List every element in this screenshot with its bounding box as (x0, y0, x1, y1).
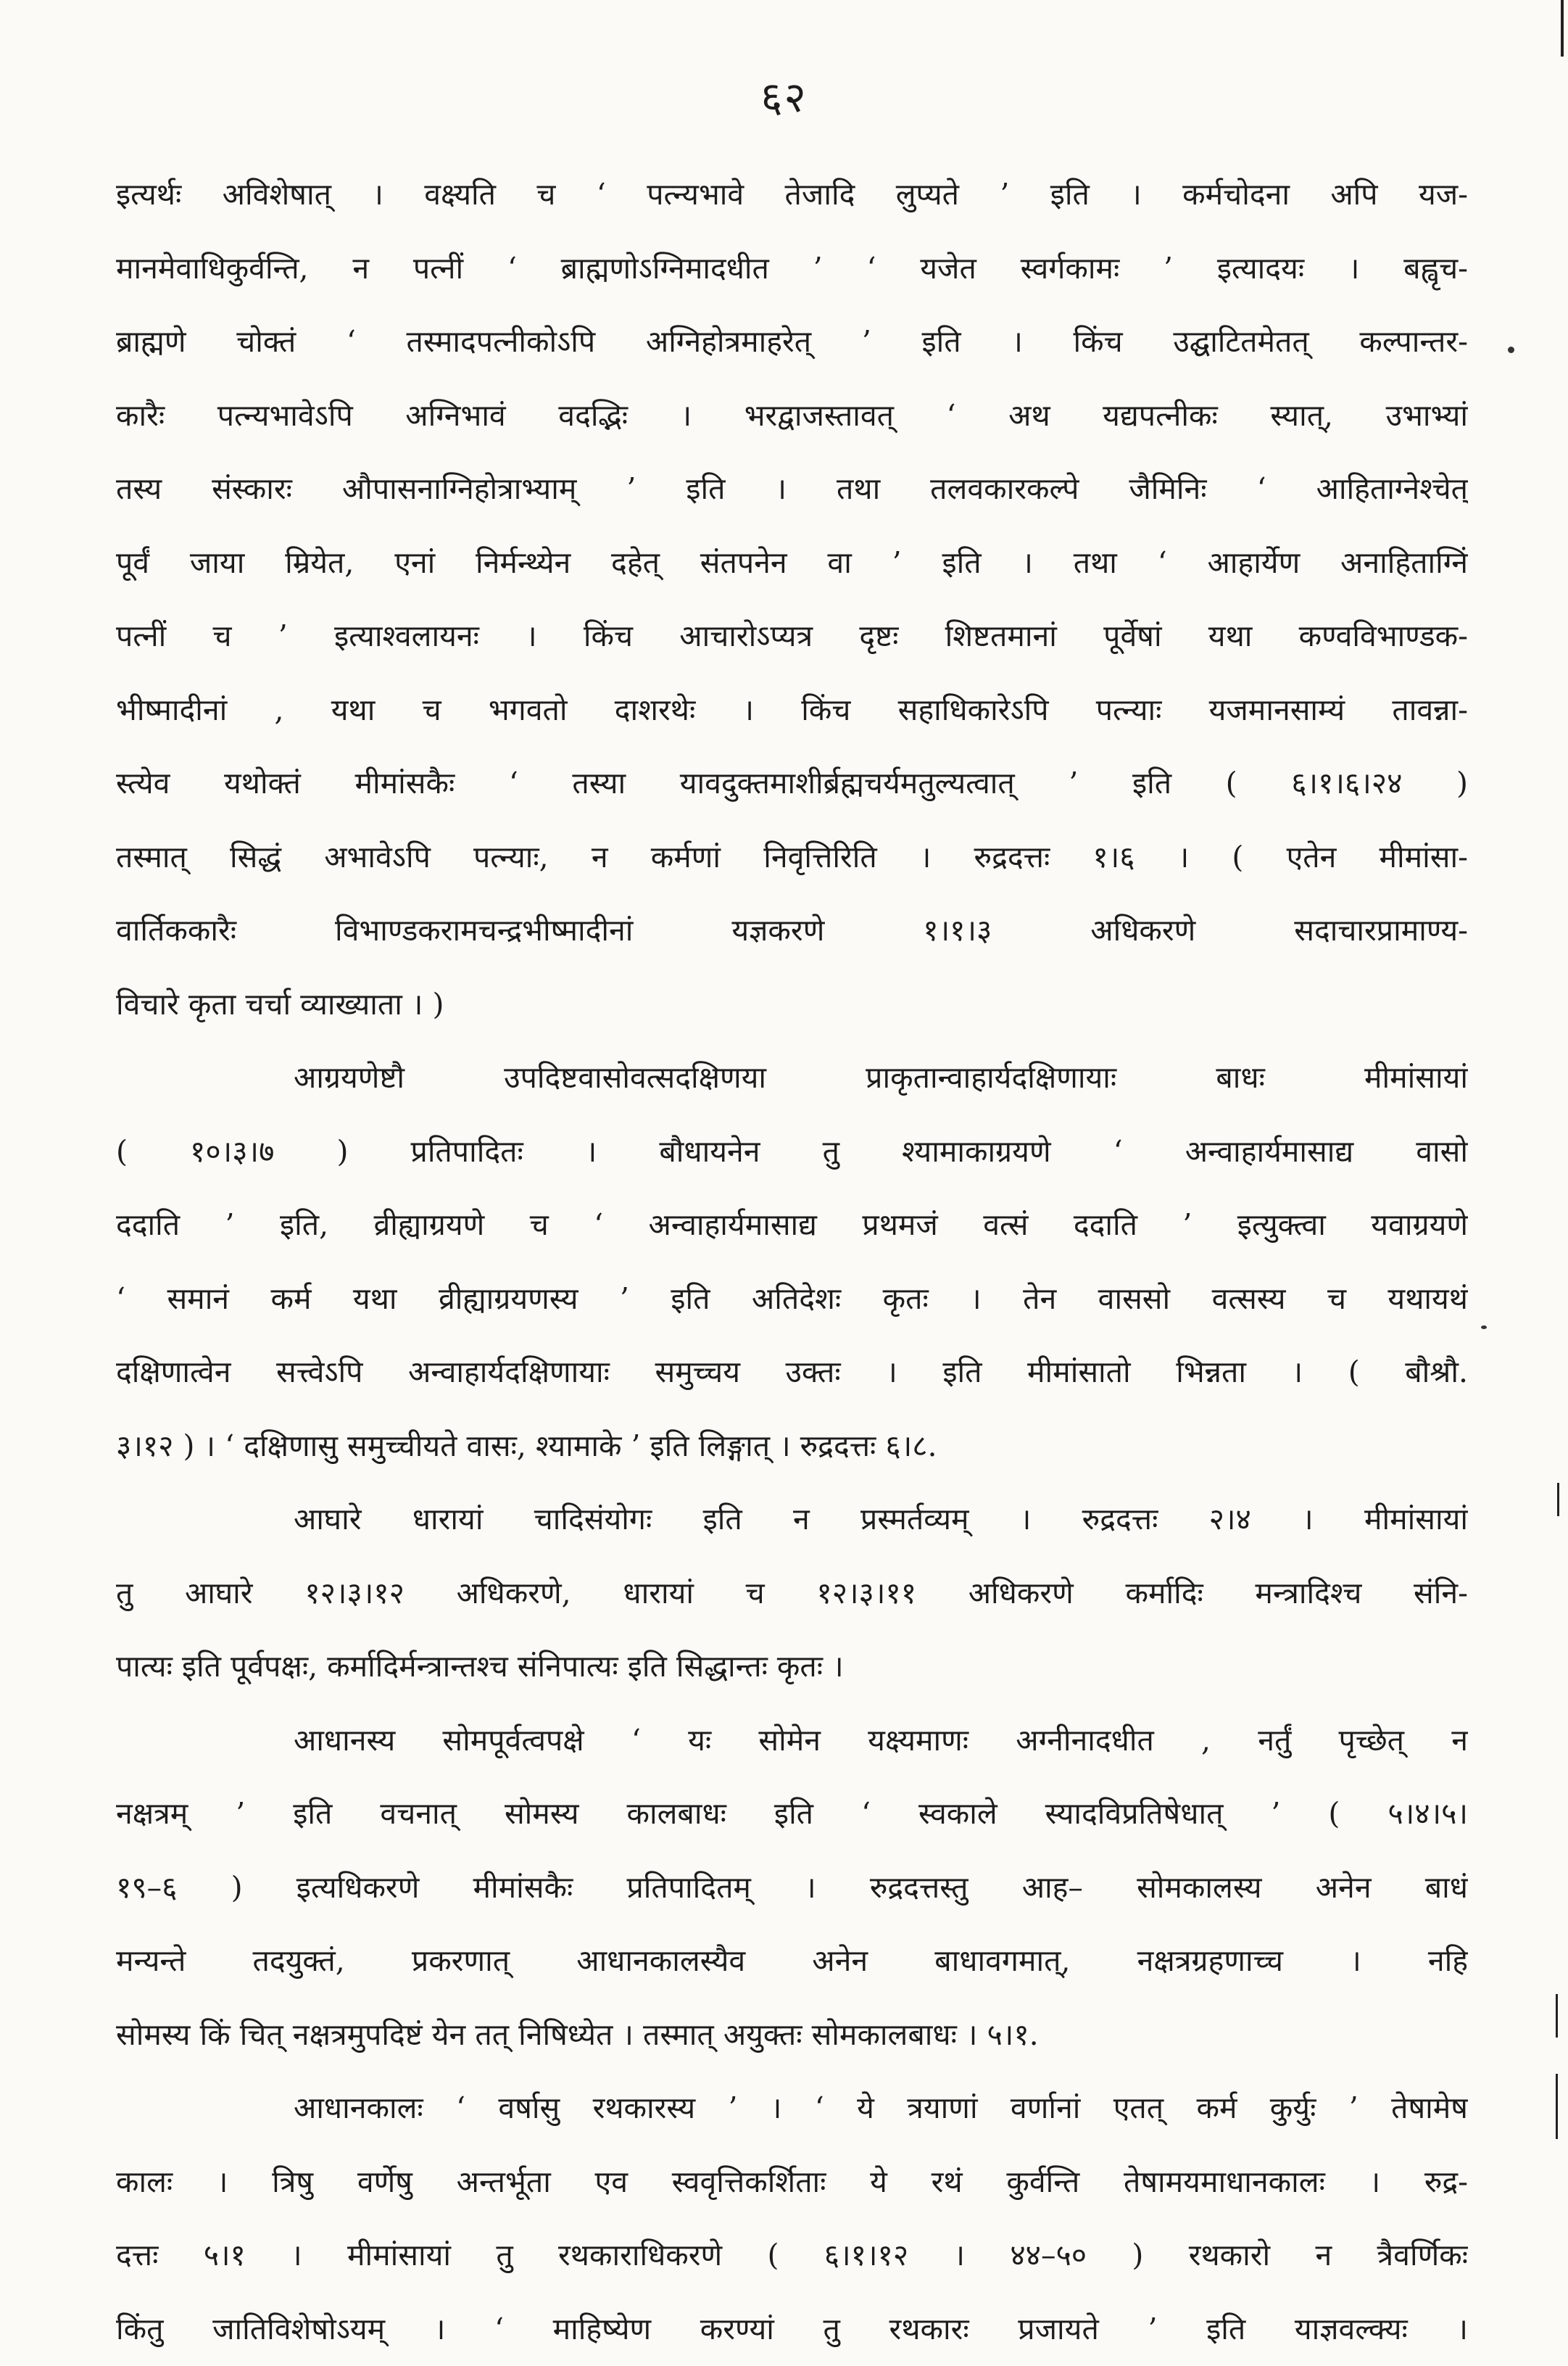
scan-speck (1508, 347, 1514, 353)
text-line: कारैः पत्न्यभावेऽपि अग्निभावं वदद्भिः । भरद्वाजस्तावत् ‘ अथ यद्यपत्नीकः स्यात्, उभाभ्यां (116, 379, 1468, 453)
paragraph-end-line: पात्यः इति पूर्वपक्षः, कर्मादिर्मन्त्रान्तश्च संनिपात्यः इति सिद्धान्तः कृतः । (116, 1630, 1468, 1704)
text-line: तस्य संस्कारः औपासनाग्निहोत्राभ्याम् ’ इति । तथा तलवकारकल्पे जैमिनिः ‘ आहिताग्नेश्चेत् (116, 452, 1468, 526)
paragraph-end-line: सोमस्य किं चित् नक्षत्रमुपदिष्टं येन तत् निषिध्येत । तस्मात् अयुक्तः सोमकालबाधः । ५।१. (116, 1998, 1468, 2072)
text-line: मन्यन्ते तदयुक्तं, प्रकरणात् आधानकालस्यैव अनेन बाधावगमात्, नक्षत्रग्रहणाच्च । नहि (116, 1924, 1468, 1998)
scan-edge-mark (1557, 1483, 1559, 1516)
paragraph-first-line: आग्रयणेष्टौ उपदिष्टवासोवत्सदक्षिणया प्राकृतान्वाहार्यदक्षिणायाः बाधः मीमांसायां (116, 1041, 1468, 1115)
paragraph-first-line: आधानकालः ‘ वर्षासु रथकारस्य ’ । ‘ ये त्रयाणां वर्णानां एतत् कर्म कुर्युः ’ तेषामेष (116, 2072, 1468, 2146)
paragraph-first-line: आघारे धारायां चादिसंयोगः इति न प्रस्मर्तव्यम् । रुद्रदत्तः २।४ । मीमांसायां (116, 1483, 1468, 1557)
paragraph-end-line: ३।१२ ) । ‘ दक्षिणासु समुच्चीयते वासः, श्यामाके ’ इति लिङ्गात् । रुद्रदत्तः ६।८. (116, 1410, 1468, 1484)
text-line: तु आघारे १२।३।१२ अधिकरणे, धारायां च १२।३।११ अधिकरणे कर्मादिः मन्त्रादिश्च संनि- (116, 1557, 1468, 1631)
text-line: इत्यर्थः अविशेषात् । वक्ष्यति च ‘ पत्न्यभावे तेजादि लुप्यते ’ इति । कर्मचोदना अपि यज- (116, 158, 1468, 232)
paragraph-first-line: आधानस्य सोमपूर्वत्वपक्षे ‘ यः सोमेन यक्ष्यमाणः अग्नीनादधीत , नर्तुं पृच्छेत् न (116, 1704, 1468, 1778)
page-number: ६२ (0, 67, 1568, 124)
text-line: ददाति ’ इति, व्रीह्याग्रयणे च ‘ अन्वाहार्यमासाद्य प्रथमजं वत्सं ददाति ’ इत्युक्त्वा यवाग्रयणे (116, 1188, 1468, 1262)
text-line: ‘ समानं कर्म यथा व्रीह्याग्रयणस्य ’ इति अतिदेशः कृतः । तेन वाससो वत्सस्य च यथायथं (116, 1262, 1468, 1336)
body-text (116, 158, 1468, 2366)
text-line: पूर्वं जाया म्रियेत, एनां निर्मन्थ्येन दहेत् संतपनेन वा ’ इति । तथा ‘ आहार्येण अनाहिताग्निं (116, 526, 1468, 600)
text-line: नक्षत्रम् ’ इति वचनात् सोमस्य कालबाधः इति ‘ स्वकाले स्यादविप्रतिषेधात् ’ ( ५।४।५। (116, 1777, 1468, 1851)
text-line: मानमेवाधिकुर्वन्ति, न पत्नीं ‘ ब्राह्मणोऽग्निमादधीत ’ ‘ यजेत स्वर्गकामः ’ इत्यादयः । बह्वृच- (116, 232, 1468, 306)
paragraph-end-line: विचारे कृता चर्चा व्याख्याता । ) (116, 968, 1468, 1042)
text-line: पत्नीं च ’ इत्याश्वलायनः । किंच आचारोऽप्यत्र दृष्टः शिष्टतमानां पूर्वेषां यथा कण्वविभाण्डक- (116, 600, 1468, 674)
text-line: किंतु जातिविशेषोऽयम् । ‘ माहिष्येण करण्यां तु रथकारः प्रजायते ’ इति याज्ञवल्क्यः । (116, 2293, 1468, 2366)
scan-edge-mark (1561, 0, 1564, 57)
text-line: स्त्येव यथोक्तं मीमांसकैः ‘ तस्या यावदुक्तमाशीर्ब्रह्मचर्यमतुल्यत्वात् ’ इति ( ६।१।६।२४ ) (116, 747, 1468, 821)
text-line: दक्षिणात्वेन सत्त्वेऽपि अन्वाहार्यदक्षिणायाः समुच्चय उक्तः । इति मीमांसातो भिन्नता । ( बौश्रौ. (116, 1336, 1468, 1410)
text-line: तस्मात् सिद्धं अभावेऽपि पत्न्याः, न कर्मणां निवृत्तिरिति । रुद्रदत्तः १।६ । ( एतेन मीमांसा- (116, 821, 1468, 895)
text-line: दत्तः ५।१ । मीमांसायां तु रथकाराधिकरणे ( ६।१।१२ । ४४–५० ) रथकारो न त्रैवर्णिकः (116, 2219, 1468, 2293)
text-line: भीष्मादीनां , यथा च भगवतो दाशरथेः । किंच सहाधिकारेऽपि पत्न्याः यजमानसाम्यं तावन्ना- (116, 674, 1468, 748)
text-line: १९–६ ) इत्यधिकरणे मीमांसकैः प्रतिपादितम् । रुद्रदत्तस्तु आह– सोमकालस्य अनेन बाधं (116, 1851, 1468, 1925)
scan-edge-mark (1556, 1994, 1558, 2038)
scan-speck (1481, 1325, 1487, 1329)
text-line: कालः । त्रिषु वर्णेषु अन्तर्भूता एव स्ववृत्तिकर्शिताः ये रथं कुर्वन्ति तेषामयमाधानकालः । रुद्र- (116, 2146, 1468, 2220)
text-line: ब्राह्मणे चोक्तं ‘ तस्मादपत्नीकोऽपि अग्निहोत्रमाहरेत् ’ इति । किंच उद्घाटितमेतत् कल्पान्तर- (116, 305, 1468, 379)
scan-edge-mark (1556, 2074, 1558, 2139)
text-line: ( १०।३।७ ) प्रतिपादितः । बौधायनेन तु श्यामाकाग्रयणे ‘ अन्वाहार्यमासाद्य वासो (116, 1115, 1468, 1189)
text-line: वार्तिककारैः विभाण्डकरामचन्द्रभीष्मादीनां यज्ञकरणे १।१।३ अधिकरणे सदाचारप्रामाण्य- (116, 894, 1468, 968)
